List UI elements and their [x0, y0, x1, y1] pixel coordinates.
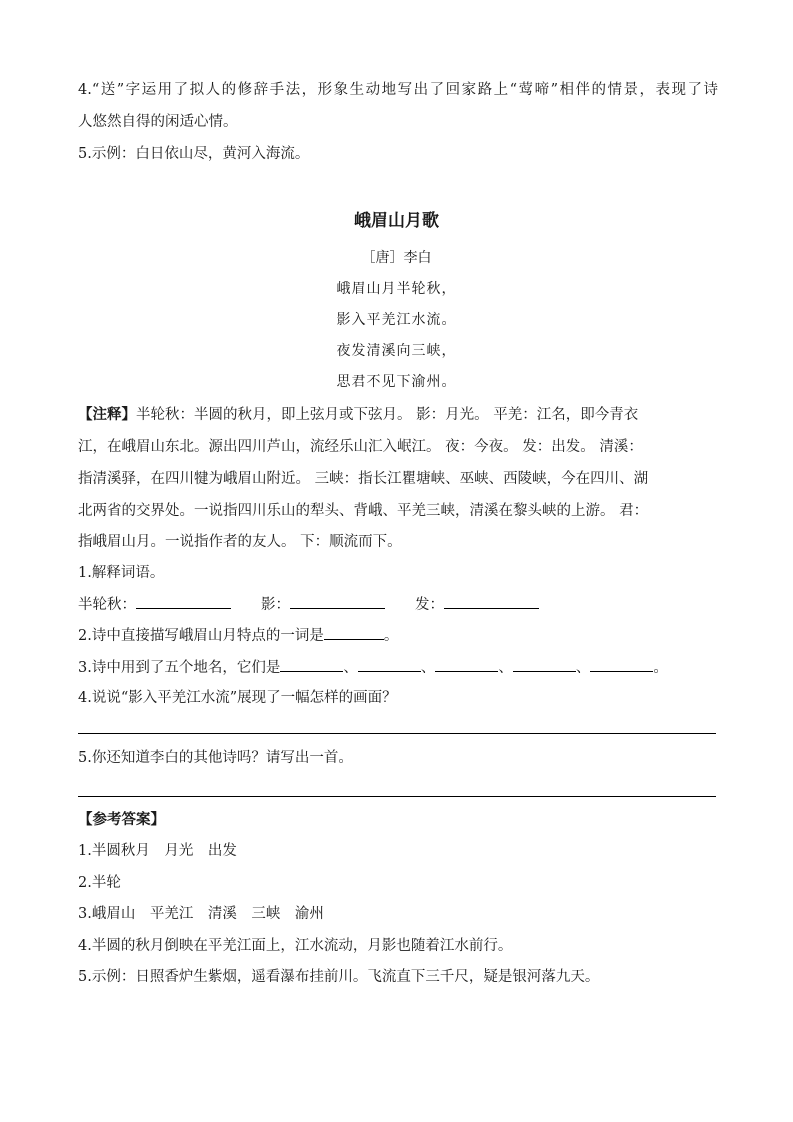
separator: 、	[498, 660, 513, 676]
answer-line-q4[interactable]	[78, 733, 716, 734]
prev-answer-4-line2: 人悠然自得的闲适心情。	[78, 114, 238, 130]
poem-line-4: 思君不见下渝州。	[336, 374, 457, 390]
notes-line-2: 江，在峨眉山东北。源出四川芦山，流经乐山汇入岷江。 夜：今夜。 发：出发。 清溪：	[78, 439, 643, 455]
notes-label: 【注释】	[78, 406, 136, 423]
poem-line-1: 峨眉山月半轮秋，	[336, 281, 457, 297]
notes-line-1	[78, 405, 718, 425]
answer-blank-place-1[interactable]	[280, 657, 343, 672]
answer-blank-3[interactable]	[444, 594, 539, 609]
poem-line-3: 夜发清溪向三峡，	[336, 343, 457, 359]
answer-1: 1.半圆秋月 月光 出发	[78, 843, 237, 859]
answer-blank-place-2[interactable]	[358, 657, 421, 672]
answer-blank-1[interactable]	[136, 594, 231, 609]
question-3	[78, 657, 718, 678]
question-2-text: 2.诗中直接描写峨眉山月特点的一词是	[78, 628, 324, 644]
separator: 、	[575, 660, 591, 676]
notes-line-4: 北两省的交界处。一说指四川乐山的犁头、背峨、平羌三峡，清溪在黎头峡的上游。 君：	[78, 503, 649, 519]
answer-4: 4.半圆的秋月倒映在平羌江面上，江水流动，月影也随着江水前行。	[78, 938, 513, 954]
prev-answer-4-line1: 4.“送”字运用了拟人的修辞手法，形象生动地写出了回家路上“莺啼”相伴的情景，表现了诗	[78, 82, 718, 98]
question-1-terms	[78, 594, 718, 615]
answers-heading: 【参考答案】	[78, 811, 165, 828]
question-4: 4.说说“影入平羌江水流”展现了一幅怎样的画面？	[78, 690, 397, 706]
question-2	[78, 625, 718, 646]
answer-2: 2.半轮	[78, 875, 121, 891]
notes-line-5: 指峨眉山月。一说指作者的友人。 下：顺流而下。	[78, 534, 402, 550]
term-label-1: 半轮秋：	[78, 597, 136, 613]
answer-line-q5[interactable]	[78, 796, 716, 797]
term-label-3: 发：	[415, 597, 444, 613]
answer-blank-place-5[interactable]	[590, 657, 653, 672]
notes-line-3: 指清溪驿，在四川犍为峨眉山附近。 三峡：指长江瞿塘峡、巫峡、西陵峡，今在四川、湖	[78, 471, 649, 487]
answer-blank-place-4[interactable]	[513, 657, 576, 672]
separator: 、	[420, 660, 436, 676]
question-1: 1.解释词语。	[78, 565, 165, 581]
separator: 、	[343, 660, 358, 676]
answer-blank-q2[interactable]	[324, 625, 384, 640]
poem-title: 峨眉山月歌	[354, 211, 439, 231]
question-3-text: 3.诗中用到了五个地名，它们是	[78, 660, 281, 676]
notes-text-1: 半轮秋：半圆的秋月，即上弦月或下弦月。 影：月光。 平羌：江名，即今青衣	[136, 407, 639, 423]
answer-5: 5.示例：日照香炉生紫烟，遥看瀑布挂前川。飞流直下三千尺，疑是银河落九天。	[78, 969, 600, 985]
prev-answer-5: 5.示例：白日依山尽，黄河入海流。	[78, 146, 310, 162]
term-label-2: 影：	[261, 597, 290, 613]
question-3-end: 。	[653, 660, 668, 676]
answer-3: 3.峨眉山 平羌江 清溪 三峡 渝州	[78, 906, 324, 922]
answer-blank-place-3[interactable]	[435, 657, 498, 672]
poem-line-2: 影入平羌江水流。	[336, 312, 457, 328]
question-2-end: 。	[383, 628, 399, 644]
answer-blank-2[interactable]	[290, 594, 385, 609]
question-5: 5.你还知道李白的其他诗吗？请写出一首。	[78, 750, 353, 766]
poem-author: ［唐］李白	[361, 250, 432, 266]
